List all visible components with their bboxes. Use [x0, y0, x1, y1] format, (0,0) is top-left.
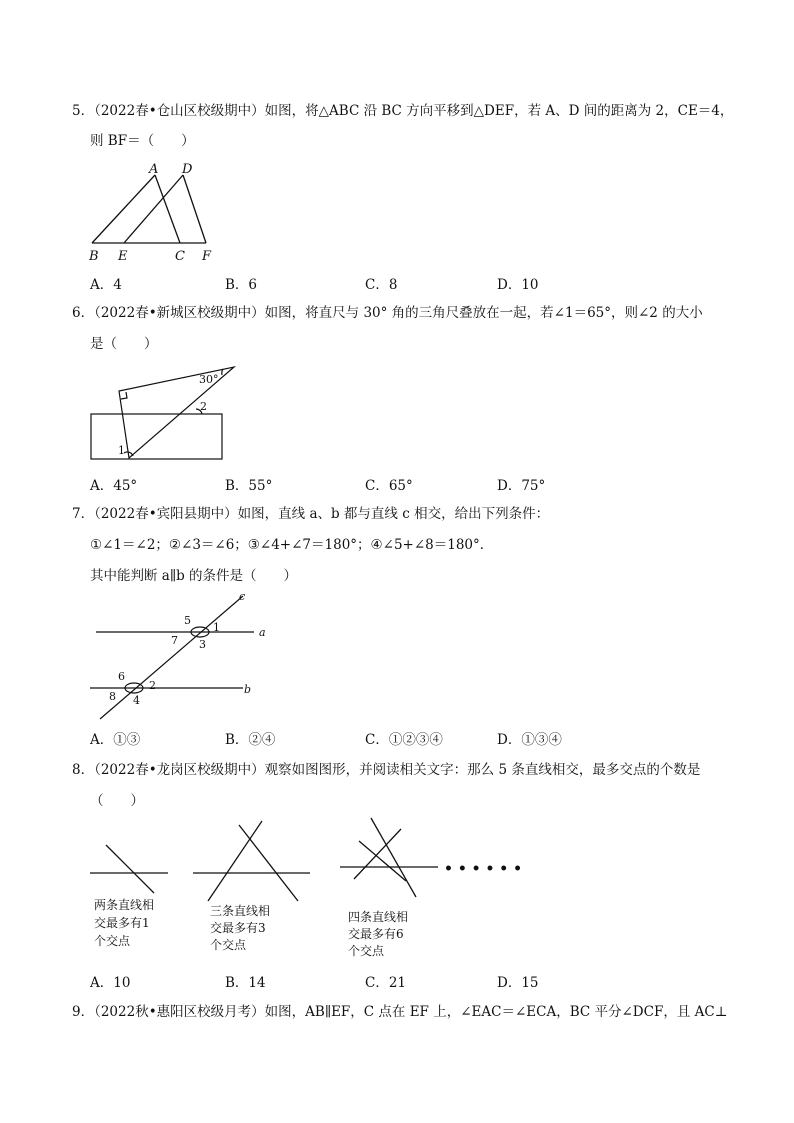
q8-caption-3-line3: 个交点	[210, 938, 247, 952]
q7-label-a: a	[259, 626, 266, 639]
q8-ellipsis-dots: • • • • • •	[444, 861, 523, 877]
q6-option-c[interactable]: C．65°	[365, 478, 413, 494]
q8-option-c[interactable]: C．21	[365, 975, 407, 991]
q5-option-c[interactable]: C．8	[365, 277, 398, 293]
q5-figure	[86, 160, 226, 265]
q7-label-5: 5	[184, 614, 191, 627]
q7-option-b[interactable]: B．②④	[225, 732, 276, 748]
q7-stem-line2: ①∠1＝∠2；②∠3＝∠6；③∠4+∠7＝180°；④∠5+∠8＝180°．	[90, 537, 494, 553]
q6-option-a[interactable]: A．45°	[90, 478, 138, 494]
q5-option-b[interactable]: B．6	[225, 277, 258, 293]
q5-stem-line2: 则 BF＝（ ）	[90, 133, 195, 149]
q8-caption-4-line3: 个交点	[348, 944, 385, 958]
q7-label-b: b	[244, 683, 252, 696]
q8-option-b[interactable]: B．14	[225, 975, 266, 991]
q5-label-A: A	[149, 162, 159, 177]
q6-stem-line1: 6．（2022春•新城区校级期中）如图，将直尺与 30° 角的三角尺叠放在一起，若∠1＝65°，则∠2 的大小	[72, 305, 703, 321]
q8-stem-line2: （ ）	[90, 793, 144, 809]
q7-label-8: 8	[109, 690, 116, 703]
q8-caption-2-line3: 个交点	[94, 934, 131, 948]
q8-figure	[86, 815, 536, 960]
q7-option-c[interactable]: C．①②③④	[365, 732, 443, 748]
q5-option-d[interactable]: D．10	[497, 277, 539, 293]
q8-caption-2-line2: 交最多有1	[94, 916, 150, 930]
q7-label-4: 4	[133, 694, 140, 707]
q7-stem-line3: 其中能判断 a∥b 的条件是（ ）	[90, 568, 298, 584]
q5-stem-line1: 5．（2022春•仓山区校级期中）如图，将△ABC 沿 BC 方向平移到△DEF，若 A、D 间的距离为 2，CE＝4，	[72, 103, 734, 119]
q6-option-b[interactable]: B．55°	[225, 478, 273, 494]
q8-option-a[interactable]: A．10	[90, 975, 131, 991]
q7-stem-line1: 7．（2022春•宾阳县期中）如图，直线 a、b 都与直线 c 相交，给出下列条件：	[72, 506, 550, 522]
q6-figure	[86, 362, 246, 464]
q5-label-D: D	[182, 162, 193, 177]
q8-caption-4-line2: 交最多有6	[348, 927, 404, 941]
q6-label-angle1: 1	[118, 444, 125, 457]
q5-label-C: C	[175, 249, 185, 264]
q6-option-d[interactable]: D．75°	[497, 478, 546, 494]
q7-figure	[86, 588, 276, 723]
q8-caption-3-line2: 交最多有3	[210, 921, 266, 935]
q8-caption-4-line1: 四条直线相	[348, 910, 409, 924]
q7-label-3: 3	[199, 638, 206, 651]
q6-stem-line2: 是（ ）	[90, 336, 158, 352]
q8-option-d[interactable]: D．15	[497, 975, 539, 991]
q6-label-angle2: 2	[200, 400, 207, 413]
q5-label-B: B	[89, 249, 99, 264]
q7-label-c: c	[239, 590, 246, 603]
q5-label-F: F	[202, 249, 212, 264]
q8-caption-2-line1: 两条直线相	[94, 898, 155, 912]
q8-stem-line1: 8．（2022春•龙岗区校级期中）观察如图图形，并阅读相关文字：那么 5 条直线相交，最多交点的个数是	[72, 762, 701, 778]
q9-stem-line1: 9．（2022秋•惠阳区校级月考）如图，AB∥EF，C 点在 EF 上，∠EAC＝∠ECA，BC 平分∠DCF，且 AC⊥	[72, 1004, 728, 1020]
q7-option-a[interactable]: A．①③	[90, 732, 141, 748]
q7-option-d[interactable]: D．①③④	[497, 732, 562, 748]
q7-label-6: 6	[118, 670, 125, 683]
q7-label-2: 2	[149, 679, 156, 692]
q6-label-30deg: 30°	[199, 373, 219, 386]
q7-label-1: 1	[213, 621, 220, 634]
q5-option-a[interactable]: A．4	[90, 277, 122, 293]
q8-caption-3-line1: 三条直线相	[210, 904, 271, 918]
q7-label-7: 7	[171, 634, 178, 647]
q5-label-E: E	[118, 249, 128, 264]
